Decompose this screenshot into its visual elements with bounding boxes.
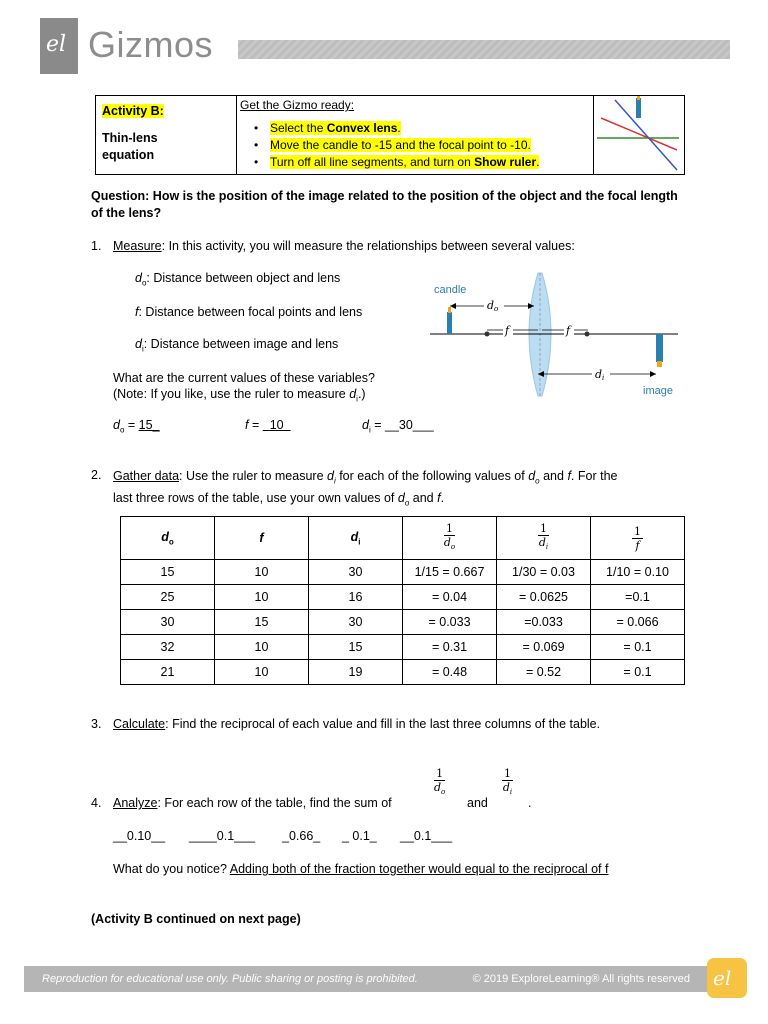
question-text: Question: How is the position of the image related to the position of the object and the focal length of the lens? [91, 189, 678, 220]
footer-copyright: © 2019 ExploreLearning® All rights reserved [472, 973, 690, 985]
ready-step-1: • Select the Convex lens. [254, 120, 539, 137]
table-row [121, 660, 685, 685]
q4-notice: What do you notice? Adding both of the fraction together would equal to the reciprocal of f [113, 862, 609, 876]
header-inv-do: $\frac{1}{d_o}$ [403, 517, 497, 560]
footer-bar [24, 966, 742, 992]
brand-title: Gizmos [88, 24, 214, 65]
table-cell: 25 [121, 585, 215, 610]
q2-number: 2. [91, 468, 102, 482]
candle-label: candle [434, 284, 467, 296]
table-cell: 32 [121, 635, 215, 660]
activity-title: Activity B: [102, 104, 164, 118]
q3-text: Calculate: Find the reciprocal of each value and fill in the last three columns of the table. [113, 717, 601, 731]
ready-step-2: • Move the candle to -15 and the focal point to -10. [254, 137, 539, 154]
answer-f: f = 10 [245, 418, 284, 432]
q1-text: Measure: In this activity, you will measure the relationships between several values: [113, 239, 575, 253]
header-f: f [215, 517, 309, 560]
table-row [121, 585, 685, 610]
activity-title-cell [96, 96, 237, 174]
table-cell: 16 [309, 585, 403, 610]
table-cell: 15 [121, 560, 215, 585]
def-do: $d_o$: Distance between object and lens [135, 271, 341, 288]
table-cell: = 0.033 [403, 610, 497, 635]
table-cell: 10 [215, 585, 309, 610]
q3-number: 3. [91, 717, 102, 731]
table-cell: = 0.04 [403, 585, 497, 610]
table-row [121, 610, 685, 635]
table-row [121, 560, 685, 585]
q4-text: Analyze: For each row of the table, find the sum of [113, 796, 392, 810]
lens-thumbnail-icon [593, 96, 685, 174]
def-f: f: Distance between focal points and lens [135, 305, 363, 319]
q4-number: 4. [91, 796, 102, 810]
diagram-di-label: di [595, 368, 605, 382]
table-cell: 15 [309, 635, 403, 660]
table-row [121, 635, 685, 660]
q4-period: . [528, 796, 532, 810]
q4-answer-3: _0.66_ [282, 829, 321, 843]
diagram-f-right: f [566, 324, 571, 337]
table-cell: =0.1 [591, 585, 685, 610]
gizmos-logo-mark [40, 18, 78, 74]
ready-heading: Get the Gizmo ready: [240, 98, 355, 112]
table-cell: = 0.069 [497, 635, 591, 660]
continued-note: (Activity B continued on next page) [91, 912, 301, 926]
ready-step-3: • Turn off all line segments, and turn on Show ruler. [254, 154, 539, 171]
table-cell: 1/30 = 0.03 [497, 560, 591, 585]
table-cell: 30 [309, 610, 403, 635]
logo-mark-text: el [46, 32, 67, 57]
header-inv-f: $\frac{1}{f}$ [591, 517, 685, 560]
header-inv-di: $\frac{1}{d_i}$ [497, 517, 591, 560]
diagram-f-left: f [505, 324, 510, 337]
q4-answer-1: __0.10__ [113, 829, 166, 843]
table-cell: 1/15 = 0.667 [403, 560, 497, 585]
ready-steps-list [254, 120, 539, 171]
def-di: $d_i$: Distance between image and lens [135, 337, 339, 354]
q4-answer-4: _ 0.1_ [342, 829, 377, 843]
table-cell: = 0.0625 [497, 585, 591, 610]
table-cell: = 0.52 [497, 660, 591, 685]
lens-thumbnail-cell [593, 96, 685, 174]
table-cell: 10 [215, 635, 309, 660]
activity-subtitle: Thin-lens equation [102, 131, 158, 162]
q1-prompt: What are the current values of these variables? (Note: If you like, use the ruler to measure $d_i$.) [113, 371, 375, 404]
table-cell: = 0.48 [403, 660, 497, 685]
image-label: image [643, 385, 673, 397]
answer-di: $d_i$ = __30___ [362, 418, 434, 435]
data-table [120, 516, 685, 685]
table-cell: 30 [309, 560, 403, 585]
header-di: $d_i$ [309, 517, 403, 560]
diagram-do-label: do [487, 299, 499, 313]
q2-text: Gather data: Use the ruler to measure $d_i$ for each of the following values of $d_o$ and f. For the last three rows of the table, use your own values of $d_o$ and f. [113, 469, 618, 507]
table-cell: 30 [121, 610, 215, 635]
table-cell: =0.033 [497, 610, 591, 635]
table-cell: = 0.066 [591, 610, 685, 635]
gizmo-ready-cell [236, 96, 594, 174]
q4-frac-di: $\frac{1}{d_i}$ [502, 767, 513, 797]
table-cell: 10 [215, 560, 309, 585]
lens-diagram [430, 268, 685, 403]
table-cell: 21 [121, 660, 215, 685]
header-do: $d_o$ [121, 517, 215, 560]
answer-do: $d_o$ = 15_ [113, 418, 160, 435]
header-stripe-bar [238, 40, 730, 59]
explorelearning-logo-icon: el [707, 958, 747, 998]
table-cell: 19 [309, 660, 403, 685]
q4-frac-do: $\frac{1}{d_o}$ [434, 767, 446, 797]
q1-number: 1. [91, 239, 102, 253]
table-cell: 10 [215, 660, 309, 685]
table-cell: 1/10 = 0.10 [591, 560, 685, 585]
q4-answer-5: __0.1___ [400, 829, 453, 843]
table-header-row [121, 517, 685, 560]
activity-header-table [95, 95, 685, 175]
table-cell: = 0.1 [591, 660, 685, 685]
q4-answer-2: ____0.1___ [189, 829, 256, 843]
q4-and: and [467, 796, 488, 810]
footer-disclaimer: Reproduction for educational use only. Public sharing or posting is prohibited. [42, 973, 418, 985]
table-cell: = 0.1 [591, 635, 685, 660]
table-cell: 15 [215, 610, 309, 635]
table-cell: = 0.31 [403, 635, 497, 660]
